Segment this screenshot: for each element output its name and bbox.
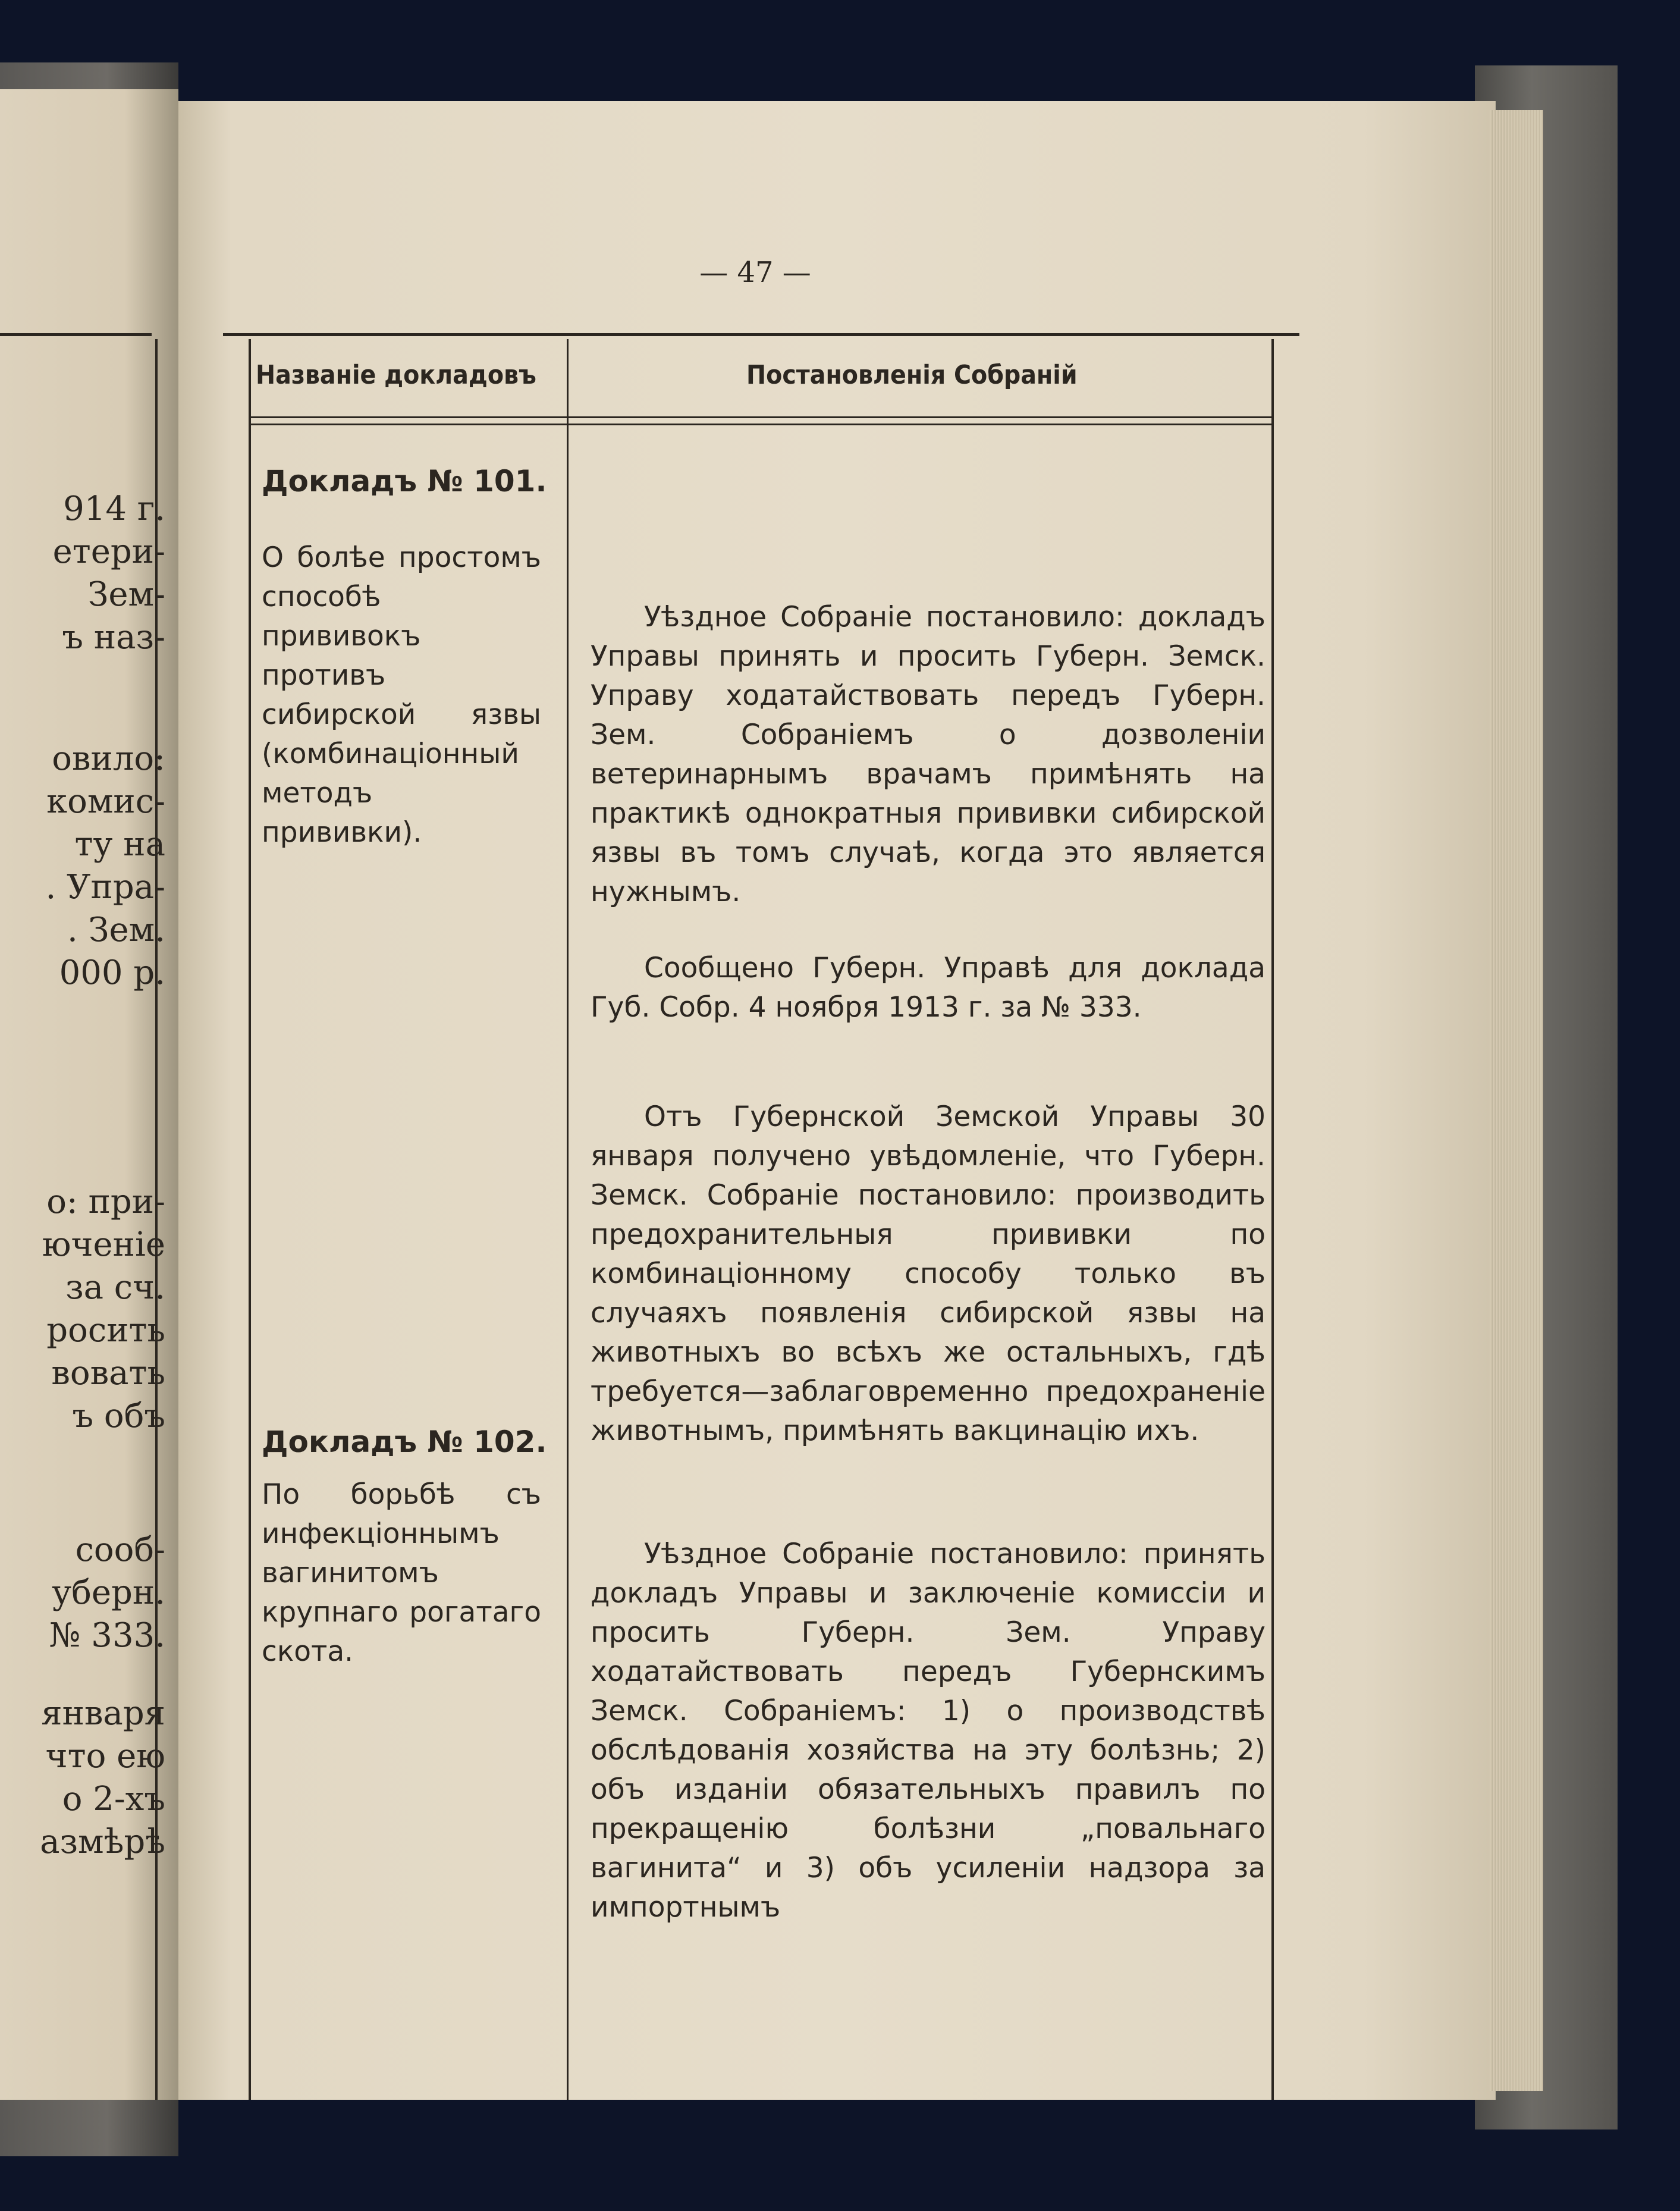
facing-text-line: . Упра- <box>45 868 165 907</box>
facing-text-line: за сч. <box>65 1268 165 1307</box>
facing-text-line: росить <box>46 1311 165 1350</box>
facing-text-line: о 2-хъ <box>62 1780 165 1818</box>
facing-text-line: ту на <box>74 825 165 864</box>
facing-text-line: овило: <box>52 739 165 778</box>
report-title: Докладъ № 101. <box>262 464 547 498</box>
resolution-paragraph: Сообщено Губерн. Управѣ для доклада Губ. Собр. 4 ноября 1913 г. за № 333. <box>591 952 1266 1024</box>
facing-text-line: о: при- <box>46 1183 165 1221</box>
facing-text-line: 000 р. <box>59 954 165 992</box>
facing-text-line: уберн. <box>52 1573 165 1612</box>
page-number: — 47 — <box>699 256 811 289</box>
facing-text-line: азмѣрѣ <box>40 1823 165 1861</box>
report-title: Докладъ № 102. <box>262 1425 547 1459</box>
facing-text-line: сооб- <box>75 1531 165 1569</box>
facing-text-line: Зем- <box>87 575 165 614</box>
facing-text-line: етери- <box>52 532 165 571</box>
facing-text-line: комис- <box>46 782 165 821</box>
facing-text-line: что ею <box>45 1737 165 1776</box>
facing-text-line: вовать <box>51 1354 165 1393</box>
facing-text-line: ъ наз- <box>62 618 165 657</box>
header-rule-2 <box>250 424 1273 425</box>
facing-text-line: 914 г. <box>63 490 165 528</box>
facing-text-line: юченіе <box>42 1225 165 1264</box>
facing-text-line: . Зем. <box>67 911 165 949</box>
resolution-paragraph: Уѣздное Собраніе постановило: докладъ Управы принять и просить Губерн. Земск. Управу ходатайствовать передъ Губерн. Зем. Собраніемъ о дозволеніи ветеринарнымъ врачамъ примѣнять на практикѣ однократныя прививки сибирской язвы въ томъ случаѣ, когда это является нужнымъ. <box>591 601 1266 908</box>
page-edges <box>1490 110 1543 2091</box>
facing-text-line: января <box>41 1694 165 1733</box>
header-rule-1 <box>250 416 1273 418</box>
table-top-rule <box>223 333 1299 336</box>
report-name: По борьбѣ съ инфекціоннымъ вагинитомъ крупнаго рогатаго скота. <box>262 1478 541 1668</box>
header-resolutions: Постановленія Собраній <box>746 360 1078 390</box>
report-name: О болѣе простомъ способѣ прививокъ противъ сибирской язвы (комбинаціонный методъ прививки). <box>262 541 541 849</box>
facing-page <box>0 89 178 2100</box>
facing-text-line: № 333. <box>49 1616 165 1655</box>
table-left-rule <box>249 339 251 2100</box>
header-report-names: Названіе докладовъ <box>256 360 536 390</box>
facing-text-line: ъ объ <box>72 1397 165 1435</box>
resolution-paragraph: Уѣздное Собраніе постановило: принять докладъ Управы и заключеніе комиссіи и просить Губерн. Зем. Управу ходатайствовать передъ Губернскимъ Земск. Собраніемъ: 1) о производствѣ обслѣдованія хозяйства на эту болѣзнь; 2) объ изданіи обязательныхъ правилъ по прекращенію болѣзни „повальнаго вагинита“ и 3) объ усиленіи надзора за импортнымъ <box>591 1538 1266 1924</box>
resolution-paragraph: Отъ Губернской Земской Управы 30 января получено увѣдомленіе, что Губерн. Земск. Собраніе постановило: производить предохранительныя прививки по комбинаціонному способу только въ случаяхъ появленія сибирской язвы на животныхъ во всѣхъ же остальныхъ, гдѣ требуется—заблаговременно предохраненіе животнымъ, примѣнять вакцинацію ихъ. <box>591 1100 1266 1447</box>
column-divider <box>567 339 569 2100</box>
facing-page-rule <box>0 333 152 336</box>
table-right-rule <box>1271 339 1274 2100</box>
